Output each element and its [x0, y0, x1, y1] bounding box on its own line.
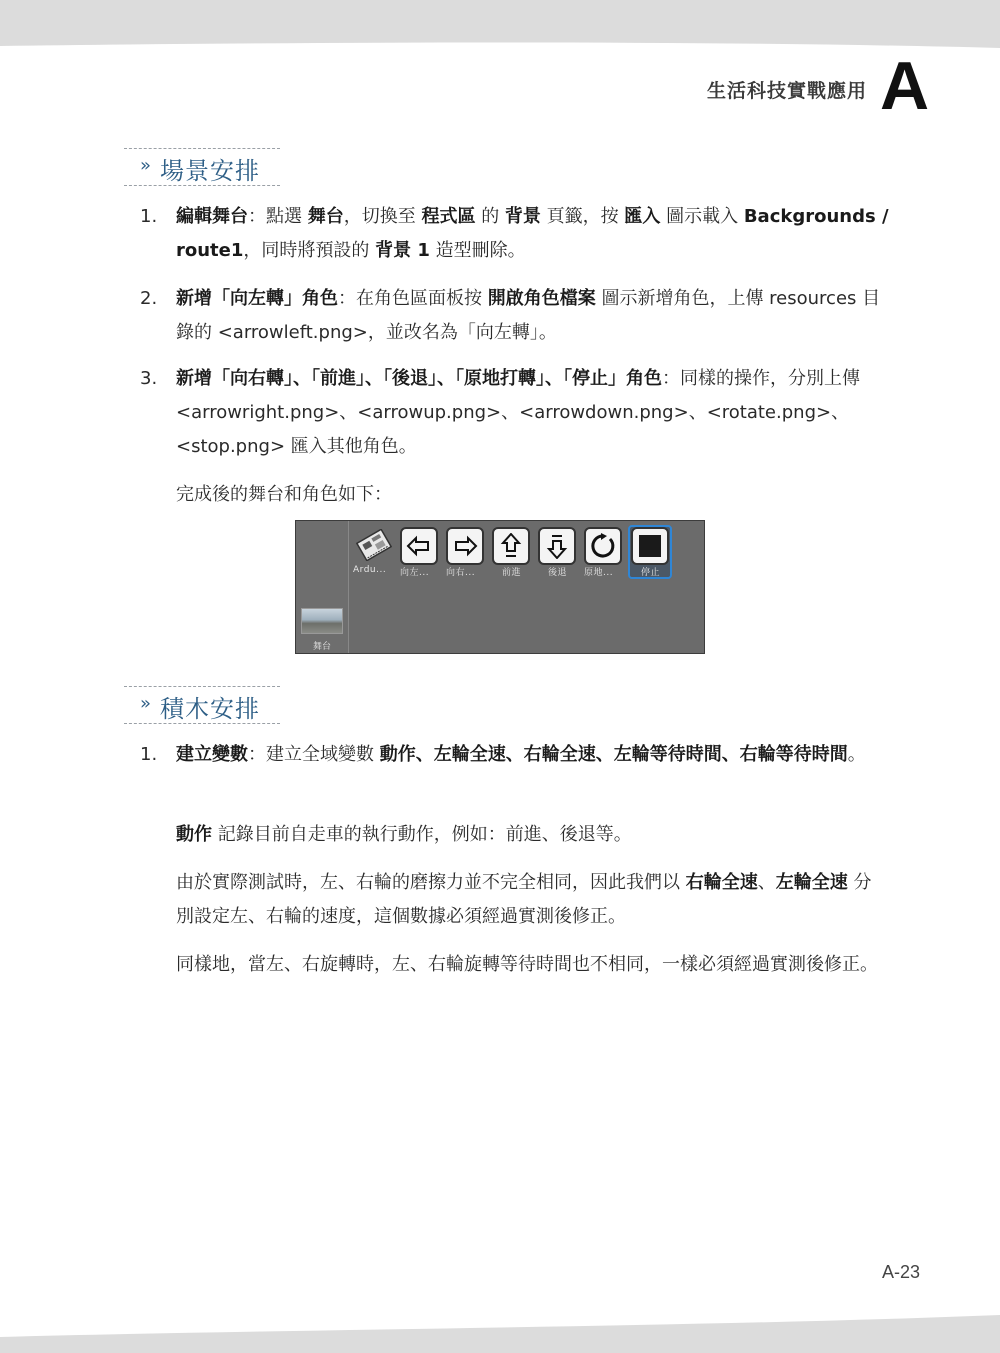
text-run: ，同時將預設的 — [243, 240, 376, 261]
text-run: ：建立全域變數 — [248, 744, 380, 765]
sprite-name: 前進 — [502, 568, 522, 578]
bold-term: Backgrounds / route1 — [176, 206, 889, 261]
bold-term: 匯入 — [624, 206, 661, 227]
item-number: 1. — [140, 744, 158, 765]
text-run: ，切換至 — [343, 206, 422, 227]
bold-term: 左輪全速 — [775, 872, 848, 893]
paragraph — [176, 948, 888, 982]
bold-term: 程式區 — [421, 206, 476, 227]
stage-thumbnail — [301, 608, 343, 634]
chapter-letter: A — [880, 48, 930, 124]
rotate-icon — [590, 533, 616, 559]
caption: 完成後的舞台和角色如下： — [176, 484, 392, 505]
sprite-name: 後退 — [548, 568, 568, 578]
text-run: 、 — [757, 872, 776, 893]
bold-term: 背景 — [504, 206, 541, 227]
text-run: 分別設定左、右輪的速度，這個數據必須經過實測後修正。 — [176, 872, 872, 927]
bold-term: 背景 1 — [375, 240, 430, 261]
arduino-board-icon — [356, 529, 392, 561]
text-run: 造型刪除。 — [429, 240, 526, 261]
list-item — [140, 362, 890, 464]
section-heading-blocks — [124, 686, 280, 724]
section-heading-scene — [124, 148, 280, 186]
text-run: ：點選 — [248, 206, 308, 227]
item-number: 1. — [140, 206, 158, 227]
bold-term: 動作 — [176, 824, 212, 845]
stop-icon — [637, 533, 663, 559]
bold-term: 新增「向右轉」、「前進」、「後退」、「原地打轉」、「停止」角色 — [176, 368, 662, 389]
bold-term: 舞台 — [307, 206, 344, 227]
section-marker: » — [140, 693, 152, 714]
section-title: 場景安排 — [160, 157, 260, 185]
paragraph — [176, 866, 888, 934]
sprite-name: 向左... — [400, 568, 430, 578]
text-run: 由於實際測試時，左、右輪的磨擦力並不完全相同，因此我們以 — [176, 872, 686, 893]
bold-term: 開啟角色檔案 — [487, 288, 596, 309]
sprite-thumb[interactable] — [446, 527, 484, 565]
text-run: ：同樣的操作，分別上傳 <arrowright.png>、<arrowup.png>、<arrowdown.png>、<rotate.png>、<stop.png> 匯入其他角色。 — [176, 368, 860, 457]
page-number: A-23 — [882, 1262, 921, 1282]
item-number: 3. — [140, 368, 158, 389]
item-text — [176, 362, 890, 464]
sprite-name: Ardu... — [353, 565, 387, 575]
chapter-title: 生活科技實戰應用 — [706, 80, 867, 102]
sprite-thumb[interactable] — [400, 527, 438, 565]
text-run: 同樣地，當左、右旋轉時，左、右輪旋轉等待時間也不相同，一樣必須經過實測後修正。 — [176, 954, 878, 975]
bottom-decor-band — [0, 1313, 1000, 1353]
sprite-name: 原地... — [584, 568, 614, 578]
sprite-panel-screenshot — [295, 520, 705, 654]
arrow-left-icon — [406, 533, 432, 559]
item-text — [176, 738, 890, 772]
section-title: 積木安排 — [160, 695, 260, 723]
text-run: 圖示新增角色，上傳 resources 目錄的 <arrowleft.png>，並改名為「向左轉」。 — [176, 288, 881, 343]
item-text — [176, 200, 890, 268]
bold-term: 右輪全速 — [685, 872, 758, 893]
item-number: 2. — [140, 288, 158, 309]
bold-term: 動作、左輪全速、右輪全速、左輪等待時間、右輪等待時間 — [379, 744, 848, 765]
arrow-up-icon — [498, 533, 524, 559]
stage-column — [296, 521, 349, 653]
paragraph — [176, 818, 888, 852]
text-run: ：在角色區面板按 — [338, 288, 488, 309]
list-item — [140, 282, 890, 350]
text-run: 頁籤，按 — [540, 206, 625, 227]
sprite-thumb[interactable] — [538, 527, 576, 565]
list-item — [140, 200, 890, 268]
arrow-down-icon — [544, 533, 570, 559]
sprite-thumb[interactable] — [584, 527, 622, 565]
arrow-right-icon — [452, 533, 478, 559]
sprite-thumb[interactable] — [631, 527, 669, 565]
bold-term: 新增「向左轉」角色 — [176, 288, 338, 309]
text-run: 圖示載入 — [660, 206, 744, 227]
list-item — [140, 738, 890, 772]
sprite-thumb[interactable] — [492, 527, 530, 565]
sprite-name: 停止 — [641, 568, 661, 578]
text-run: 的 — [475, 206, 505, 227]
sprite-name: 向右... — [446, 568, 476, 578]
top-decor-band — [0, 0, 1000, 60]
section-marker: » — [140, 155, 152, 176]
bold-term: 編輯舞台 — [176, 206, 248, 227]
stage-label: 舞台 — [312, 642, 331, 652]
text-run: 。 — [847, 744, 866, 765]
bold-term: 建立變數 — [176, 744, 248, 765]
item-text — [176, 282, 890, 350]
text-run: 記錄目前自走車的執行動作，例如：前進、後退等。 — [212, 824, 632, 845]
